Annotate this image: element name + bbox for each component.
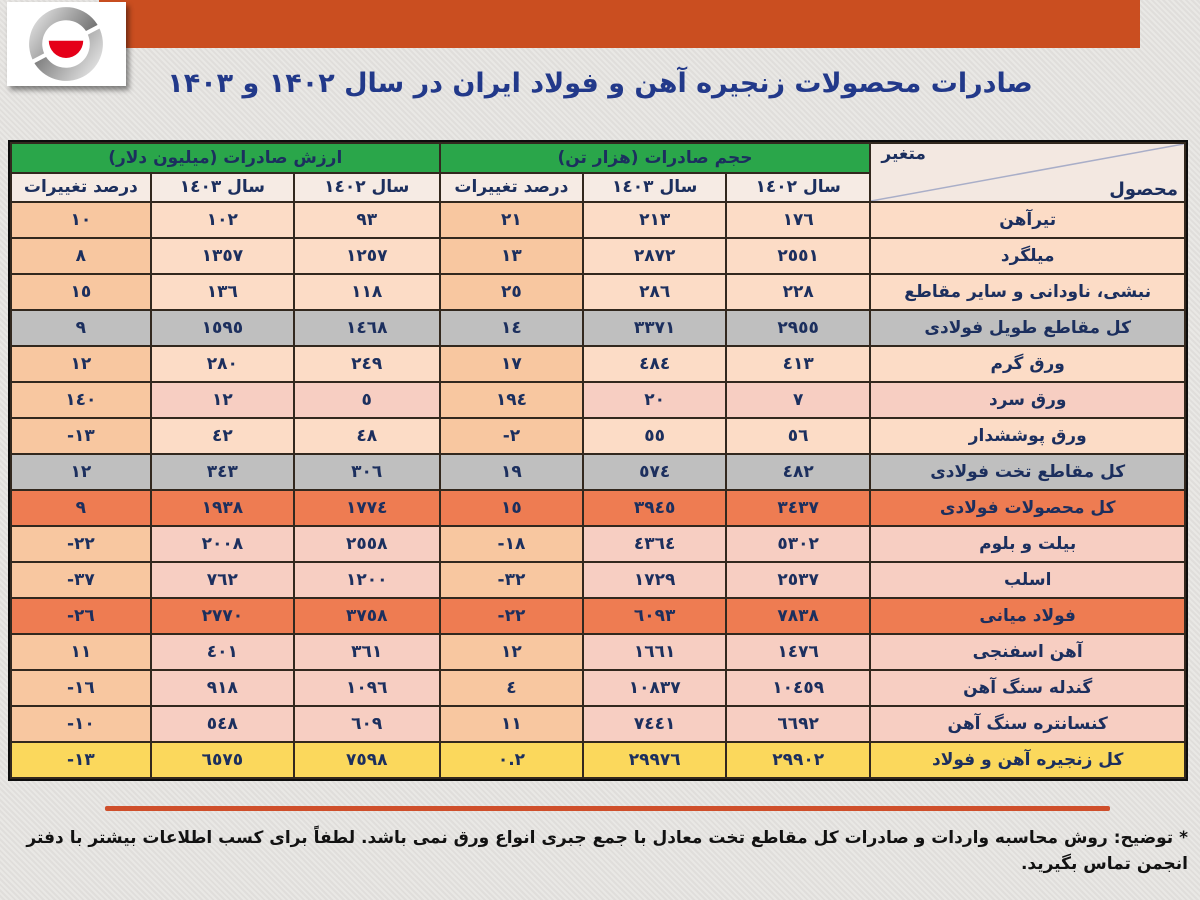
product-cell: گندله سنگ آهن xyxy=(870,670,1185,706)
product-cell: کل زنجیره آهن و فولاد xyxy=(870,742,1185,778)
volume-change-cell: ٢٥ xyxy=(440,274,584,310)
col-header-volume-1403: سال ١٤٠٣ xyxy=(583,173,726,202)
volume-change-cell: -١٨ xyxy=(440,526,584,562)
volume-change-cell: ١٤ xyxy=(440,310,584,346)
value-change-cell: -٢٢ xyxy=(11,526,151,562)
volume-1403-cell: ٢٠ xyxy=(583,382,726,418)
volume-change-cell: ٤ xyxy=(440,670,584,706)
table-row xyxy=(11,490,1185,526)
col-header-value-change: درصد تغییرات xyxy=(11,173,151,202)
product-cell: ورق پوششدار xyxy=(870,418,1185,454)
value-1403-cell: ٢٨٠ xyxy=(151,346,294,382)
value-change-cell: ١٢ xyxy=(11,454,151,490)
value-change-cell: -١٣ xyxy=(11,418,151,454)
value-change-cell: ٩ xyxy=(11,490,151,526)
volume-1403-cell: ٣٣٧١ xyxy=(583,310,726,346)
volume-change-cell: -٢٢ xyxy=(440,598,584,634)
value-1403-cell: ١٢ xyxy=(151,382,294,418)
value-1403-cell: ٢٠٠٨ xyxy=(151,526,294,562)
footnote-text: روش محاسبه واردات و صادرات کل مقاطع تخت معادل با جمع جبری انواع ورق نمی باشد. لطفاً برای کسب اطلاعات بیشتر با دفتر انجمن تماس بگیرید. xyxy=(26,828,1188,874)
volume-1403-cell: ١٠٨٣٧ xyxy=(583,670,726,706)
table-row xyxy=(11,238,1185,274)
volume-1403-cell: ٤٣٦٤ xyxy=(583,526,726,562)
table-row xyxy=(11,274,1185,310)
volume-1403-cell: ٢٩٩٧٦ xyxy=(583,742,726,778)
value-change-cell: -٣٧ xyxy=(11,562,151,598)
value-1403-cell: ٣٤٣ xyxy=(151,454,294,490)
table-row xyxy=(11,454,1185,490)
table-row xyxy=(11,562,1185,598)
value-change-cell: -١٣ xyxy=(11,742,151,778)
volume-1403-cell: ٦٠٩٣ xyxy=(583,598,726,634)
volume-1403-cell: ٢١٣ xyxy=(583,202,726,238)
volume-change-cell: ١٣ xyxy=(440,238,584,274)
volume-change-cell: -٣٢ xyxy=(440,562,584,598)
value-change-cell: ١٠ xyxy=(11,202,151,238)
volume-1403-cell: ٧٤٤١ xyxy=(583,706,726,742)
table-row xyxy=(11,346,1185,382)
value-1402-cell: ٦٠٩ xyxy=(294,706,440,742)
volume-1403-cell: ١٦٦١ xyxy=(583,634,726,670)
volume-1403-cell: ٤٨٤ xyxy=(583,346,726,382)
value-1402-cell: ١٢٠٠ xyxy=(294,562,440,598)
corner-product-label: محصول xyxy=(1109,179,1178,201)
value-1402-cell: ٣٠٦ xyxy=(294,454,440,490)
table-row xyxy=(11,670,1185,706)
volume-1402-cell: ٢٥٣٧ xyxy=(726,562,870,598)
product-cell: تیرآهن xyxy=(870,202,1185,238)
volume-change-cell: -٢ xyxy=(440,418,584,454)
table-row xyxy=(11,382,1185,418)
product-cell: کل محصولات فولادی xyxy=(870,490,1185,526)
value-1402-cell: ٧٥٩٨ xyxy=(294,742,440,778)
footnote xyxy=(12,826,1188,877)
volume-1402-cell: ٢٩٩٠٢ xyxy=(726,742,870,778)
volume-1403-cell: ١٧٢٩ xyxy=(583,562,726,598)
table-row xyxy=(11,706,1185,742)
product-cell: اسلب xyxy=(870,562,1185,598)
volume-1402-cell: ٤١٣ xyxy=(726,346,870,382)
value-1403-cell: ١٣٥٧ xyxy=(151,238,294,274)
value-1402-cell: ٢٥٥٨ xyxy=(294,526,440,562)
value-change-cell: ١٤٠ xyxy=(11,382,151,418)
volume-change-cell: ١٥ xyxy=(440,490,584,526)
product-cell: فولاد میانی xyxy=(870,598,1185,634)
value-1402-cell: ٥ xyxy=(294,382,440,418)
col-header-volume-change: درصد تغییرات xyxy=(440,173,584,202)
product-cell: بیلت و بلوم xyxy=(870,526,1185,562)
col-header-value-1403: سال ١٤٠٣ xyxy=(151,173,294,202)
volume-change-cell: ١٩٤ xyxy=(440,382,584,418)
value-change-cell: ٩ xyxy=(11,310,151,346)
table-row xyxy=(11,598,1185,634)
value-change-cell: -٢٦ xyxy=(11,598,151,634)
volume-1403-cell: ٥٥ xyxy=(583,418,726,454)
top-banner xyxy=(99,0,1140,48)
table-row xyxy=(11,202,1185,238)
value-1403-cell: ٤٢ xyxy=(151,418,294,454)
value-1403-cell: ١٠٢ xyxy=(151,202,294,238)
value-1403-cell: ٦٥٧٥ xyxy=(151,742,294,778)
volume-1403-cell: ٣٩٤٥ xyxy=(583,490,726,526)
value-1402-cell: ١٠٩٦ xyxy=(294,670,440,706)
volume-change-cell: ١٢ xyxy=(440,634,584,670)
value-change-cell: -١٠ xyxy=(11,706,151,742)
table-row xyxy=(11,634,1185,670)
volume-1402-cell: ١٠٤٥٩ xyxy=(726,670,870,706)
volume-change-cell: ٢١ xyxy=(440,202,584,238)
table-row xyxy=(11,526,1185,562)
product-cell: آهن اسفنجی xyxy=(870,634,1185,670)
table-body xyxy=(11,202,1185,778)
volume-1402-cell: ٥٦ xyxy=(726,418,870,454)
volume-1402-cell: ٧ xyxy=(726,382,870,418)
volume-1402-cell: ٢٥٥١ xyxy=(726,238,870,274)
footnote-label: * توضیح: xyxy=(1113,828,1188,848)
value-change-cell: ٨ xyxy=(11,238,151,274)
volume-1402-cell: ٢٢٨ xyxy=(726,274,870,310)
product-cell: کنسانتره سنگ آهن xyxy=(870,706,1185,742)
value-1403-cell: ٥٤٨ xyxy=(151,706,294,742)
value-1403-cell: ٤٠١ xyxy=(151,634,294,670)
volume-1403-cell: ٢٨٧٢ xyxy=(583,238,726,274)
volume-1402-cell: ٧٨٣٨ xyxy=(726,598,870,634)
volume-1402-cell: ٤٨٢ xyxy=(726,454,870,490)
volume-change-cell: ١١ xyxy=(440,706,584,742)
value-change-cell: ١٢ xyxy=(11,346,151,382)
table-row xyxy=(11,742,1185,778)
col-header-value-1402: سال ١٤٠٢ xyxy=(294,173,440,202)
product-cell: میلگرد xyxy=(870,238,1185,274)
volume-1402-cell: ٢٩٥٥ xyxy=(726,310,870,346)
value-1402-cell: ٣٦١ xyxy=(294,634,440,670)
volume-change-cell: ٠.٢ xyxy=(440,742,584,778)
value-1402-cell: ١٧٧٤ xyxy=(294,490,440,526)
corner-cell xyxy=(870,143,1185,202)
product-cell: ورق گرم xyxy=(870,346,1185,382)
value-1402-cell: ١١٨ xyxy=(294,274,440,310)
volume-1403-cell: ٥٧٤ xyxy=(583,454,726,490)
value-1402-cell: ٤٨ xyxy=(294,418,440,454)
product-cell: نبشی، ناودانی و سایر مقاطع xyxy=(870,274,1185,310)
volume-change-cell: ١٧ xyxy=(440,346,584,382)
volume-1402-cell: ٥٣٠٢ xyxy=(726,526,870,562)
table-row xyxy=(11,418,1185,454)
value-1403-cell: ٧٦٢ xyxy=(151,562,294,598)
value-1402-cell: ٣٧٥٨ xyxy=(294,598,440,634)
volume-1402-cell: ١٧٦ xyxy=(726,202,870,238)
table-row xyxy=(11,310,1185,346)
orange-divider-line xyxy=(105,806,1110,811)
exports-table xyxy=(10,142,1186,779)
volume-1402-cell: ٦٦٩٢ xyxy=(726,706,870,742)
value-group-header: ارزش صادرات (میلیون دلار) xyxy=(11,143,440,173)
value-change-cell: -١٦ xyxy=(11,670,151,706)
volume-1402-cell: ٣٤٣٧ xyxy=(726,490,870,526)
volume-change-cell: ١٩ xyxy=(440,454,584,490)
value-1403-cell: ١٥٩٥ xyxy=(151,310,294,346)
value-1403-cell: ١٩٣٨ xyxy=(151,490,294,526)
volume-group-header: حجم صادرات (هزار تن) xyxy=(440,143,871,173)
corner-variable-label: متغیر xyxy=(881,144,926,164)
page-title: صادرات محصولات زنجیره آهن و فولاد ایران در سال ۱۴۰۲ و ۱۴۰۳ xyxy=(167,68,1033,99)
product-cell: کل مقاطع طویل فولادی xyxy=(870,310,1185,346)
value-change-cell: ١١ xyxy=(11,634,151,670)
value-1403-cell: ٢٧٧٠ xyxy=(151,598,294,634)
product-cell: کل مقاطع تخت فولادی xyxy=(870,454,1185,490)
value-1402-cell: ١٤٦٨ xyxy=(294,310,440,346)
volume-1402-cell: ١٤٧٦ xyxy=(726,634,870,670)
value-1403-cell: ٩١٨ xyxy=(151,670,294,706)
value-1402-cell: ٢٤٩ xyxy=(294,346,440,382)
product-cell: ورق سرد xyxy=(870,382,1185,418)
value-1402-cell: ١٢٥٧ xyxy=(294,238,440,274)
value-1402-cell: ٩٣ xyxy=(294,202,440,238)
value-change-cell: ١٥ xyxy=(11,274,151,310)
volume-1403-cell: ٢٨٦ xyxy=(583,274,726,310)
col-header-volume-1402: سال ١٤٠٢ xyxy=(726,173,870,202)
value-1403-cell: ١٣٦ xyxy=(151,274,294,310)
